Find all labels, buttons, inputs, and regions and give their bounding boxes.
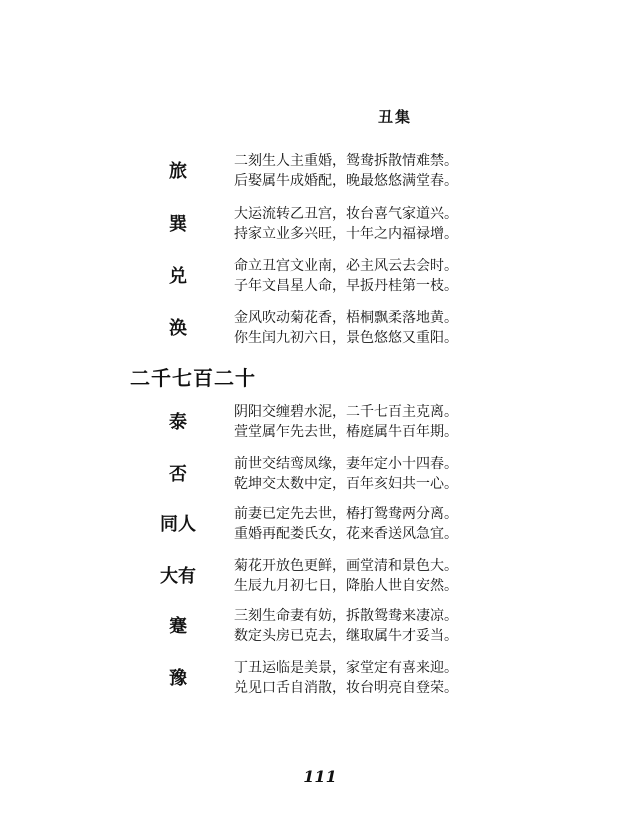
verse bbox=[234, 151, 458, 191]
verse bbox=[234, 454, 458, 494]
hexagram-name: 泰 bbox=[169, 412, 187, 433]
verse-line: 命立丑宫文业南，必主风云去会时。 bbox=[234, 258, 458, 274]
entry-pi bbox=[0, 454, 640, 496]
page-number: 111 bbox=[303, 767, 337, 786]
verse bbox=[234, 204, 458, 244]
verse-line: 后娶属牛成婚配，晚最悠悠满堂春。 bbox=[234, 173, 458, 189]
verse-line: 兑见口舌自消散，妆台明亮自登荣。 bbox=[234, 680, 458, 696]
hexagram-name: 同人 bbox=[160, 514, 196, 535]
entry-dayou bbox=[0, 556, 640, 598]
entry-jian bbox=[0, 606, 640, 648]
hexagram-name: 蹇 bbox=[169, 616, 187, 637]
verse-line: 阴阳交缠碧水泥，二千七百主克离。 bbox=[234, 404, 458, 420]
verse-line: 萱堂属乍先去世，椿庭属牛百年期。 bbox=[234, 424, 458, 440]
verse bbox=[234, 658, 458, 698]
verse bbox=[234, 308, 458, 348]
hexagram-name: 大有 bbox=[160, 566, 196, 587]
entry-huan bbox=[0, 308, 640, 350]
verse-line: 丁丑运临是美景，家堂定有喜来迎。 bbox=[234, 660, 458, 676]
verse-line: 前世交结鸾凤缘，妻年定小十四春。 bbox=[234, 456, 458, 472]
verse-line: 大运流转乙丑宫，妆台喜气家道兴。 bbox=[234, 206, 458, 222]
verse bbox=[234, 504, 458, 544]
verse-line: 重婚再配娄氏女，花来香送风急宜。 bbox=[234, 526, 458, 542]
verse bbox=[234, 556, 458, 596]
verse bbox=[234, 606, 458, 646]
verse-line: 数定头房已克去，继取属牛才妥当。 bbox=[234, 628, 458, 644]
verse-line: 菊花开放色更鲜，画堂清和景色大。 bbox=[234, 558, 458, 574]
hexagram-name: 兑 bbox=[169, 266, 187, 287]
entry-lu bbox=[0, 151, 640, 193]
entry-tongren bbox=[0, 504, 640, 546]
hexagram-name: 巽 bbox=[169, 214, 187, 235]
verse-line: 持家立业多兴旺，十年之内福禄增。 bbox=[234, 226, 458, 242]
hexagram-name: 旅 bbox=[169, 161, 187, 182]
entry-dui bbox=[0, 256, 640, 298]
verse bbox=[234, 402, 458, 442]
verse-line: 生辰九月初七日，降胎人世自安然。 bbox=[234, 578, 458, 594]
section-title: 二千七百二十 bbox=[130, 366, 256, 390]
verse-line: 金风吹动菊花香，梧桐飘柔落地黄。 bbox=[234, 310, 458, 326]
hexagram-name: 豫 bbox=[169, 668, 187, 689]
page-header: 丑集 bbox=[378, 108, 413, 126]
hexagram-name: 涣 bbox=[169, 318, 187, 339]
verse bbox=[234, 256, 458, 296]
hexagram-name: 否 bbox=[169, 464, 187, 485]
verse-line: 前妻已定先去世，椿打鸳鸯两分离。 bbox=[234, 506, 458, 522]
verse-line: 乾坤交太数中定，百年亥妇共一心。 bbox=[234, 476, 458, 492]
verse-line: 二刻生人主重婚，鸳鸯拆散情难禁。 bbox=[234, 153, 458, 169]
verse-line: 你生闰九初六日，景色悠悠又重阳。 bbox=[234, 330, 458, 346]
entry-yu bbox=[0, 658, 640, 700]
entry-tai bbox=[0, 402, 640, 444]
verse-line: 三刻生命妻有妨，拆散鸳鸯来凄凉。 bbox=[234, 608, 458, 624]
verse-line: 子年文昌星人命，早扳丹桂第一枝。 bbox=[234, 278, 458, 294]
entry-xun bbox=[0, 204, 640, 246]
